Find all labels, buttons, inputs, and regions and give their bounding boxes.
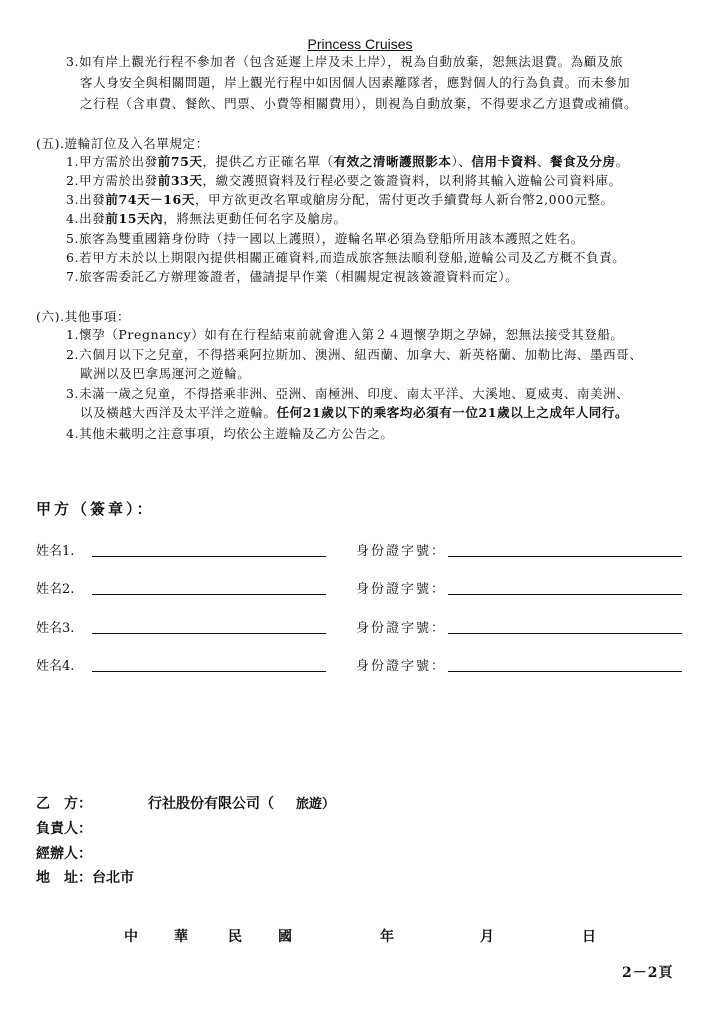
item-text: 若甲方未於以上期限內提供相關正確資料,而造成旅客無法順利登船,遊輪公司及乙方概不負責。: [79, 250, 626, 265]
item-bold: 前74天－16天: [105, 192, 195, 207]
item-number: 3.: [66, 192, 80, 207]
address-value: 台北市: [92, 870, 134, 886]
section-6-item-3-line-1: 3.未滿一歲之兒童，不得搭乘非洲、亞洲、南極洲、印度、南太平洋、大溪地、夏威夷、南美洲、: [66, 386, 630, 401]
item-text: 以及橫越大西洋及太平洋之遊輪。: [80, 405, 277, 420]
page-header: Princess Cruises: [307, 36, 413, 52]
section-6-title: (六).其他事項：: [36, 309, 131, 324]
intro-line-2: 客人身安全與相關問題，岸上觀光行程中如因個人因素離隊者，應對個人的行為負責。而未參加: [80, 75, 631, 90]
name-signature-line[interactable]: [92, 670, 326, 672]
item-bold: 前15天內: [105, 211, 164, 226]
name-label: 姓名4.: [36, 659, 75, 674]
item-text: ，甲方欲更改名單或艙房分配，需付更改手續費每人新台幣2,000元整。: [194, 192, 614, 207]
item-text: 出發: [79, 192, 106, 207]
id-number-line[interactable]: [448, 632, 682, 634]
signature-row-1: [36, 537, 686, 559]
item-text: 甲方需於出發: [79, 154, 158, 169]
item-bold: 前33天: [157, 173, 203, 188]
item-bold: 有效之清晰護照影本: [333, 154, 452, 169]
section-6-item-2-line-2: 歐洲以及巴拿馬運河之遊輪。: [80, 366, 251, 381]
item-bold: 餐食及分房: [550, 154, 616, 169]
id-number-label: 身份證字號：: [356, 544, 447, 559]
date-month-label: 月: [480, 929, 494, 945]
item-number: 5.: [66, 231, 80, 246]
id-number-line[interactable]: [448, 555, 682, 557]
item-text: ，提供乙方正確名單（: [202, 154, 334, 169]
section-5-item-6: [66, 248, 625, 267]
item-bold: 前75天: [157, 154, 203, 169]
section-5-item-1: [66, 152, 629, 171]
item-text: 出發: [79, 211, 106, 226]
id-number-line[interactable]: [448, 670, 682, 672]
address-line: [36, 867, 134, 887]
party-b-line: [36, 793, 335, 813]
id-number-label: 身份證字號：: [356, 621, 447, 636]
item-number: 1.: [66, 154, 80, 169]
id-number-label: 身份證字號：: [356, 582, 447, 597]
item-text: ，繳交護照資料及行程必要之簽證資料，以利將其輸入遊輪公司資料庫。: [202, 173, 622, 188]
address-label: 地 址：: [36, 870, 92, 886]
item-bold: 任何21歲以下的乘客均必須有一位21歲以上之成年人同行。: [276, 405, 629, 420]
date-year-label: 年: [380, 929, 394, 945]
signature-row-4: [36, 652, 686, 674]
item-text: ，將無法更動任何名字及艙房。: [163, 211, 347, 226]
signature-row-3: [36, 614, 686, 636]
party-a-signature-title: 甲方（簽章）：: [36, 500, 155, 518]
section-6-item-2-line-1: 2.六個月以下之兒童，不得搭乘阿拉斯加、澳洲、紐西蘭、加拿大、新英格蘭、加勒比海、墨西哥、: [66, 347, 643, 362]
name-label: 姓名2.: [36, 582, 75, 597]
date-char-zhong: 中: [124, 929, 138, 945]
signature-row-2: [36, 575, 686, 597]
section-6-item-4: 4.其他未載明之注意事項，均依公主遊輪及乙方公告之。: [66, 426, 394, 441]
date-day-label: 日: [582, 929, 596, 945]
id-number-label: 身份證字號：: [356, 659, 447, 674]
intro-line-1: 3.如有岸上觀光行程不參加者（包含延遲上岸及未上岸），視為自動放棄，恕無法退費。為顧及旅: [66, 54, 624, 69]
section-5-item-2: [66, 171, 622, 190]
item-text: 。: [615, 154, 629, 169]
id-number-line[interactable]: [448, 593, 682, 595]
date-char-hua: 華: [174, 929, 188, 945]
section-6-item-3-line-2: [80, 403, 628, 422]
responsible-person-label: 負責人：: [36, 821, 92, 837]
date-char-min: 民: [228, 929, 242, 945]
name-label: 姓名1.: [36, 544, 75, 559]
section-5-item-5: [66, 229, 584, 248]
item-text: 甲方需於出發: [79, 173, 158, 188]
name-signature-line[interactable]: [92, 593, 326, 595]
name-signature-line[interactable]: [92, 555, 326, 557]
party-b-company-suffix: 旅遊）: [296, 797, 336, 812]
handler-label: 經辦人：: [36, 846, 92, 862]
item-number: 2.: [66, 173, 80, 188]
intro-line-3: 之行程（含車費、餐飲、門票、小費等相關費用），則視為自動放棄，不得要求乙方退費或補償。: [80, 96, 638, 111]
page-number: 2－2頁: [622, 965, 674, 981]
name-label: 姓名3.: [36, 621, 75, 636]
section-5-item-7: [66, 267, 518, 286]
item-text: ）、: [451, 154, 472, 169]
section-5-item-4: [66, 209, 347, 228]
party-b-label: 乙 方：: [36, 796, 92, 812]
name-signature-line[interactable]: [92, 632, 326, 634]
item-text: 旅客為雙重國籍身份時（持一國以上護照），遊輪名單必須為登船所用該本護照之姓名。: [79, 231, 584, 246]
item-number: 6.: [66, 250, 80, 265]
date-char-guo: 國: [278, 929, 292, 945]
section-5-item-3: [66, 190, 614, 209]
item-number: 7.: [66, 269, 80, 284]
item-bold: 信用卡資料: [471, 154, 537, 169]
item-text: 旅客需委託乙方辦理簽證者，儘請提早作業（相關規定視該簽證資料而定）。: [79, 269, 519, 284]
party-b-company: 行社股份有限公司（: [148, 796, 274, 812]
item-number: 4.: [66, 211, 80, 226]
section-5-title: (五).遊輪訂位及入名單規定：: [36, 136, 209, 151]
item-text: 、: [536, 154, 551, 169]
section-6-item-1: 1.懷孕（Pregnancy）如有在行程結束前就會進入第２４週懷孕期之孕婦，恕無法接受其登船。: [66, 327, 624, 342]
